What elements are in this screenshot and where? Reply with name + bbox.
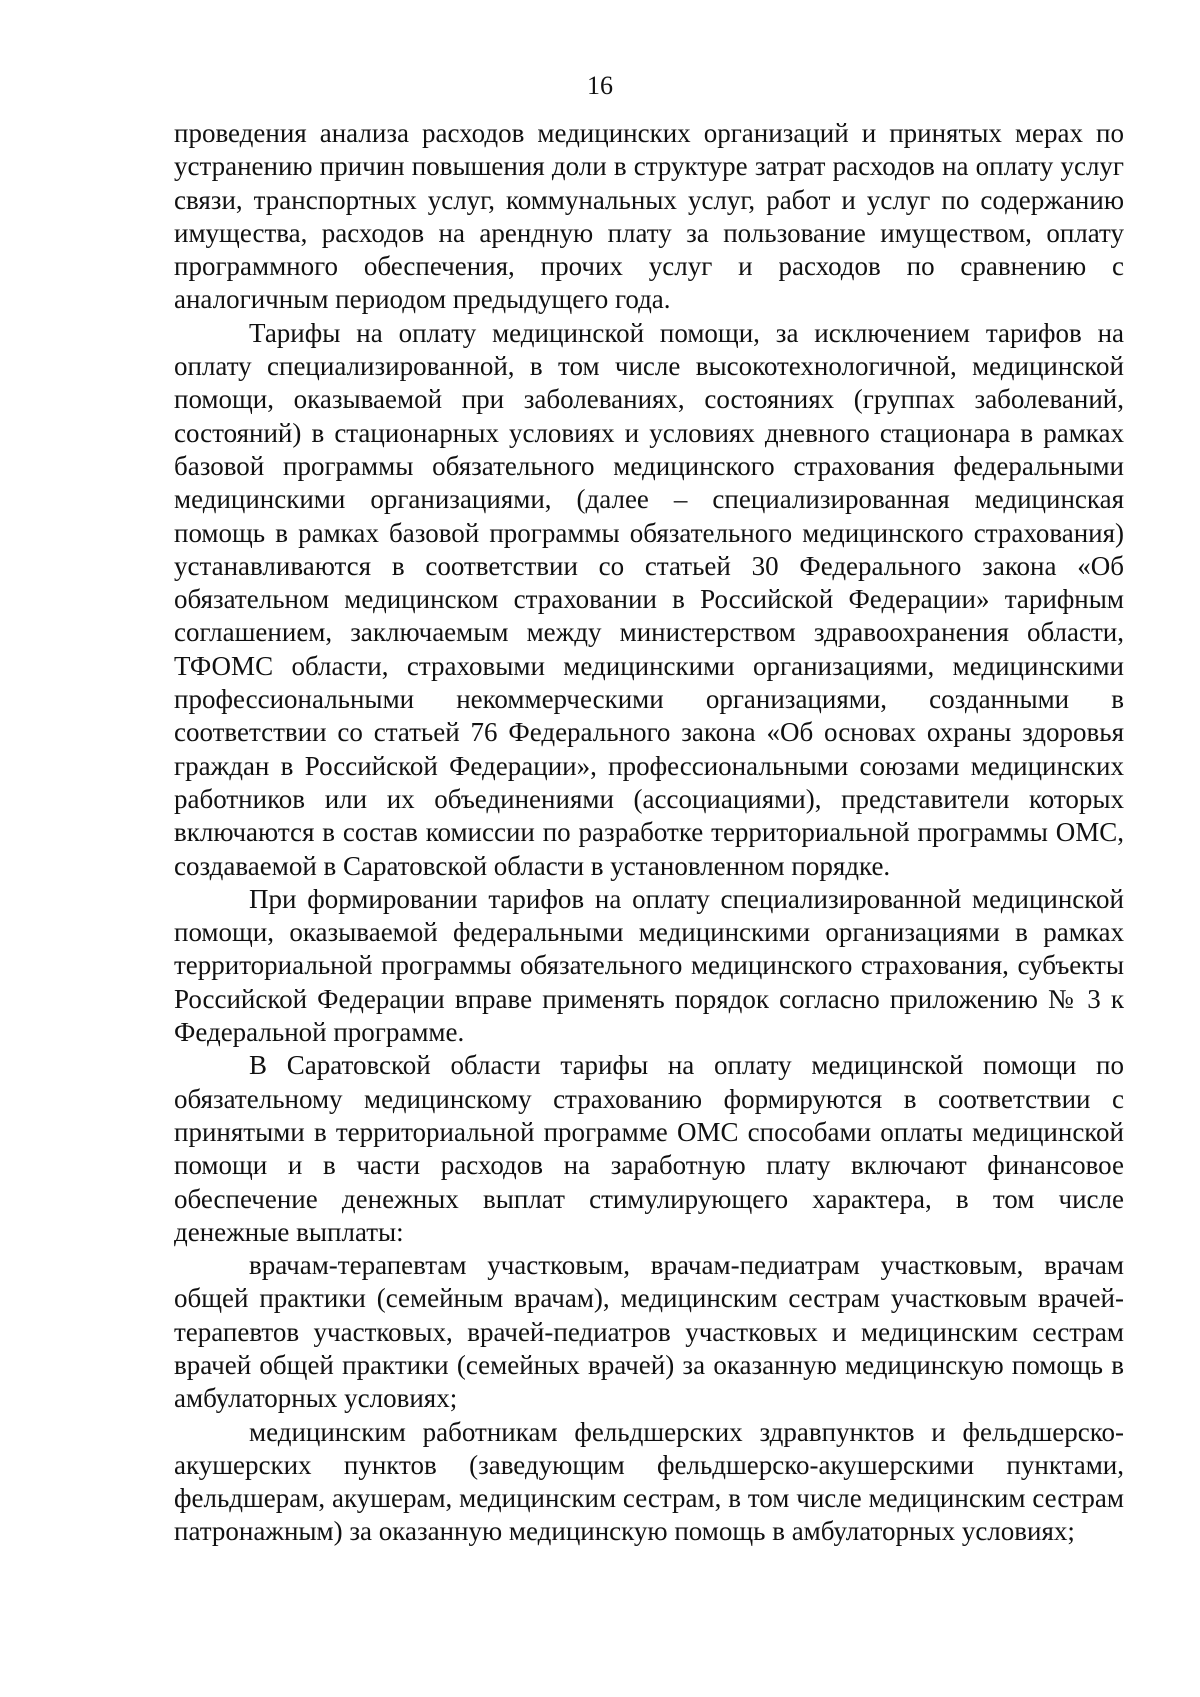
document-body — [174, 117, 1124, 1549]
paragraph-tariffs: Тарифы на оплату медицинской помощи, за исключением тарифов на оплату специализированной, в том числе высокотехнологичной, медицинской помощи, оказываемой при заболеваниях, состояниях (группах заболеваний, состояний) в стационарных условиях и условиях дневного стационара в рамках базовой программы обязательного медицинского страхования федеральными медицинскими организациями, (далее – специализированная медицинская помощь в рамках базовой программы обязательного медицинского страхования) устанавливаются в соответствии со статьей 30 Федерального закона «Об обязательном медицинском страховании в Российской Федерации» тарифным соглашением, заключаемым между министерством здравоохранения области, ТФОМС области, страховыми медицинскими организациями, медицинскими профессиональными некоммерческими организациями, созданными в соответствии со статьей 76 Федерального закона «Об основах охраны здоровья граждан в Российской Федерации», профессиональными союзами медицинских работников или их объединениями (ассоциациями), представители которых включаются в состав комиссии по разработке территориальной программы ОМС, создаваемой в Саратовской области в установленном порядке. — [174, 317, 1124, 881]
list-item-feldsher-staff: медицинским работникам фельдшерских здравпунктов и фельдшерско-акушерских пунктов (заведующим фельдшерско-акушерскими пунктами, фельдшерам, акушерам, медицинским сестрам, в том числе медицинским сестрам патронажным) за оказанную медицинскую помощь в амбулаторных условиях; — [174, 1416, 1124, 1547]
paragraph-saratov-tariffs: В Саратовской области тарифы на оплату медицинской помощи по обязательному медицинскому страхованию формируются в соответствии с принятыми в территориальной программе ОМС способами оплаты медицинской помощи и в части расходов на заработную плату включают финансовое обеспечение денежных выплат стимулирующего характера, в том числе денежные выплаты: — [174, 1050, 1124, 1247]
page-number: 16 — [587, 71, 613, 100]
paragraph-continuation: проведения анализа расходов медицинских организаций и принятых мерах по устранению причин повышения доли в структуре затрат расходов на оплату услуг связи, транспортных услуг, коммунальных услуг, работ и услуг по содержанию имущества, расходов на арендную плату за пользование имуществом, оплату программного обеспечения, прочих услуг и расходов по сравнению с аналогичным периодом предыдущего года. — [174, 118, 1124, 315]
list-item-district-doctors: врачам-терапевтам участковым, врачам-педиатрам участковым, врачам общей практики (семейным врачам), медицинским сестрам участковым врачей-терапевтов участковых, врачей-педиатров участковых и медицинским сестрам врачей общей практики (семейных врачей) за оказанную медицинскую помощь в амбулаторных условиях; — [174, 1250, 1124, 1414]
paragraph-tariff-formation: При формировании тарифов на оплату специализированной медицинской помощи, оказываемой федеральными медицинскими организациями в рамках территориальной программы обязательного медицинского страхования, субъекты Российской Федерации вправе применять порядок согласно приложению № 3 к Федеральной программе. — [174, 883, 1124, 1048]
